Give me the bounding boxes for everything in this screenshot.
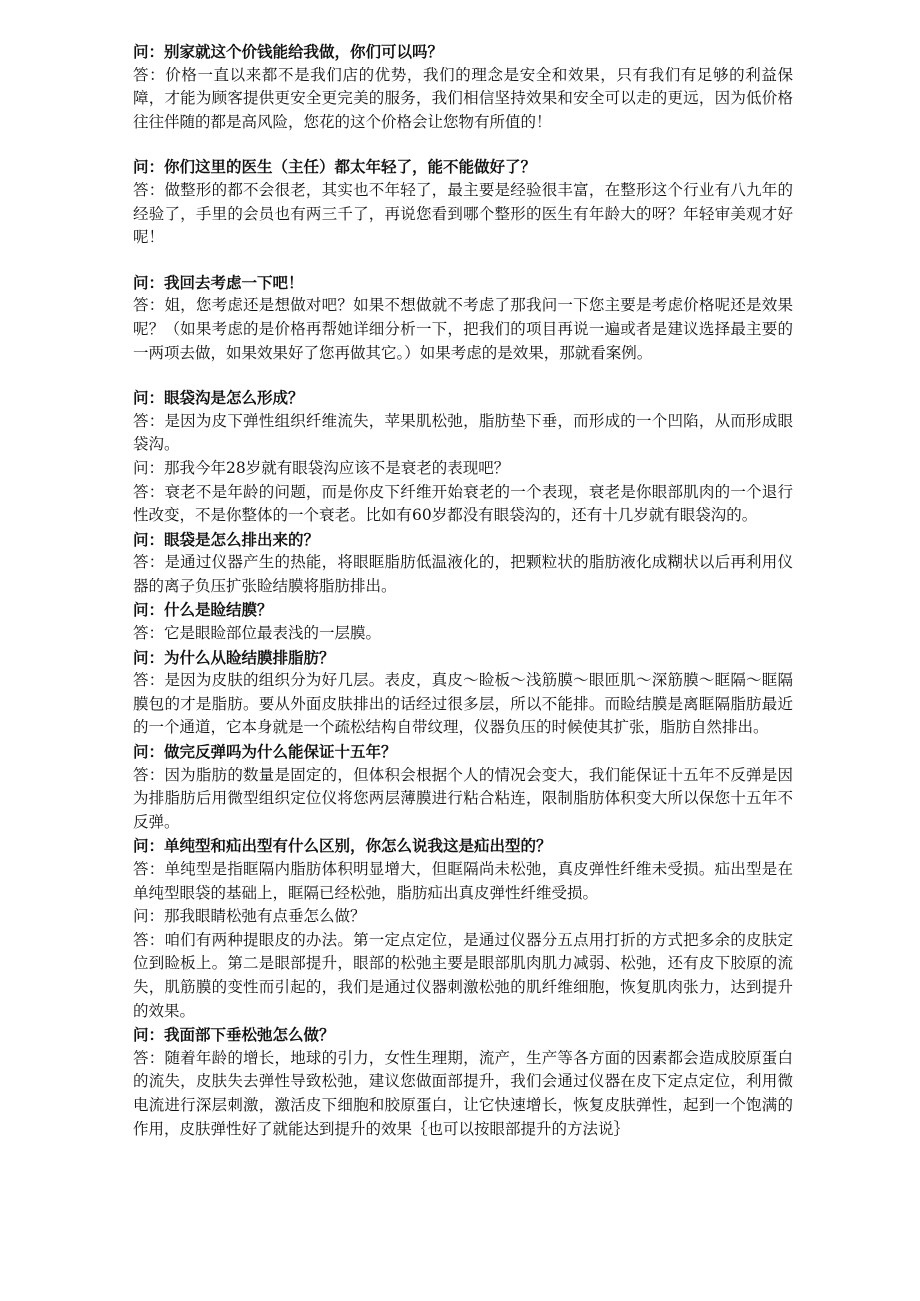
question-11: 问：那我眼睛松弛有点垂怎么做？ [133, 907, 366, 926]
answer-11: 答：咱们有两种提眼皮的办法。第一定点定位，是通过仪器分五点用打折的方式把多余的皮肤定位到睑板上。第二是眼部提升，眼部的松弛主要是眼部肌肉肌力减弱、松弛，还有皮下胶原的流失，肌筋膜的变性而引起的，我们是通过仪器刺激松弛的肌纤维细胞，恢复肌肉张力，达到提升的效果。 [133, 930, 793, 1020]
question-9: 问：做完反弹吗为什么能保证十五年？ [133, 742, 397, 762]
question-8: 问：为什么从睑结膜排脂肪？ [133, 647, 335, 667]
answer-9: 答：因为脂肪的数量是固定的，但体积会根据个人的情况会变大，我们能保证十五年不反弹是因为排脂肪后用微型组织定位仪将您两层薄膜进行粘合粘连，限制脂肪体积变大所以保您十五年不反弹。 [133, 765, 793, 831]
question-10: 问：单纯型和疝出型有什么区别，你怎么说我这是疝出型的？ [133, 836, 552, 856]
answer-6: 答：是通过仪器产生的热能，将眼眶脂肪低温液化的，把颗粒状的脂肪液化成糊状以后再利用仪器的离子负压扩张睑结膜将脂肪排出。 [133, 553, 793, 595]
spacer [133, 365, 793, 386]
question-4: 问：眼袋沟是怎么形成？ [133, 388, 304, 408]
spacer [133, 250, 793, 271]
question-1: 问：别家就这个价钱能给我做，你们可以吗？ [133, 42, 444, 61]
answer-10: 答：单纯型是指眶隔内脂肪体积明显增大，但眶隔尚未松弛，真皮弹性纤维未受损。疝出型是在单纯型眼袋的基础上，眶隔已经松弛，脂肪疝出真皮弹性纤维受损。 [133, 860, 793, 902]
question-12: 问：我面部下垂松弛怎么做？ [133, 1025, 335, 1045]
answer-8: 答：是因为皮肤的组织分为好几层。表皮，真皮～睑板～浅筋膜～眼匝肌～深筋膜～眶隔～眶隔膜包的才是脂肪。要从外面皮肤排出的话经过很多层，所以不能排。而睑结膜是离眶隔脂肪最近的一个通道，它本身就是一个疏松结构自带纹理，仪器负压的时候使其扩张，脂肪自然排出。 [133, 671, 793, 737]
answer-7: 答：它是眼睑部位最表浅的一层膜。 [133, 624, 382, 643]
document-page [133, 40, 793, 1141]
answer-5: 答：衰老不是年龄的问题，而是你皮下纤维开始衰老的一个表现，衰老是你眼部肌肉的一个退行性改变，不是你整体的一个衰老。比如有60岁都没有眼袋沟的，还有十几岁就有眼袋沟的。 [133, 482, 793, 525]
question-5: 问：那我今年28岁就有眼袋沟应该不是衰老的表现吧？ [133, 458, 510, 477]
answer-12: 答：随着年龄的增长，地球的引力，女性生理期，流产，生产等各方面的因素都会造成胶原蛋白的流失，皮肤失去弹性导致松弛，建议您做面部提升，我们会通过仪器在皮下定点定位，利用微电流进行深层刺激，激活皮下细胞和胶原蛋白，让它快速增长，恢复皮肤弹性，起到一个饱满的作用，皮肤弹性好了就能达到提升的效果｛也可以按眼部提升的方法说｝ [133, 1048, 793, 1138]
answer-3: 答：姐，您考虑还是想做对吧？如果不想做就不考虑了那我问一下您主要是考虑价格呢还是效果呢？（如果考虑的是价格再帮她详细分析一下，把我们的项目再说一遍或者是建议选择最主要的一两项去做，如果效果好了您再做其它。）如果考虑的是效果，那就看案例。 [133, 296, 793, 362]
spacer [133, 134, 793, 155]
question-7: 问：什么是睑结膜？ [133, 600, 273, 620]
question-2: 问：你们这里的医生（主任）都太年轻了，能不能做好了？ [133, 157, 537, 177]
question-3: 问：我回去考虑一下吧！ [133, 272, 304, 292]
answer-2: 答：做整形的都不会很老，其实也不年轻了，最主要是经验很丰富，在整形这个行业有八九年的经验了，手里的会员也有两三千了，再说您看到哪个整形的医生有年龄大的呀？年轻审美观才好呢！ [133, 180, 793, 247]
answer-4: 答：是因为皮下弹性组织纤维流失，苹果肌松弛，脂肪垫下垂，而形成的一个凹陷，从而形成眼袋沟。 [133, 411, 793, 454]
answer-1: 答：价格一直以来都不是我们店的优势，我们的理念是安全和效果，只有我们有足够的利益保障，才能为顾客提供更安全更完美的服务，我们相信坚持效果和安全可以走的更远，因为低价格往往伴随的都是高风险，您花的这个价格会让您物有所值的！ [133, 65, 793, 131]
question-6: 问：眼袋是怎么排出来的？ [133, 529, 320, 549]
